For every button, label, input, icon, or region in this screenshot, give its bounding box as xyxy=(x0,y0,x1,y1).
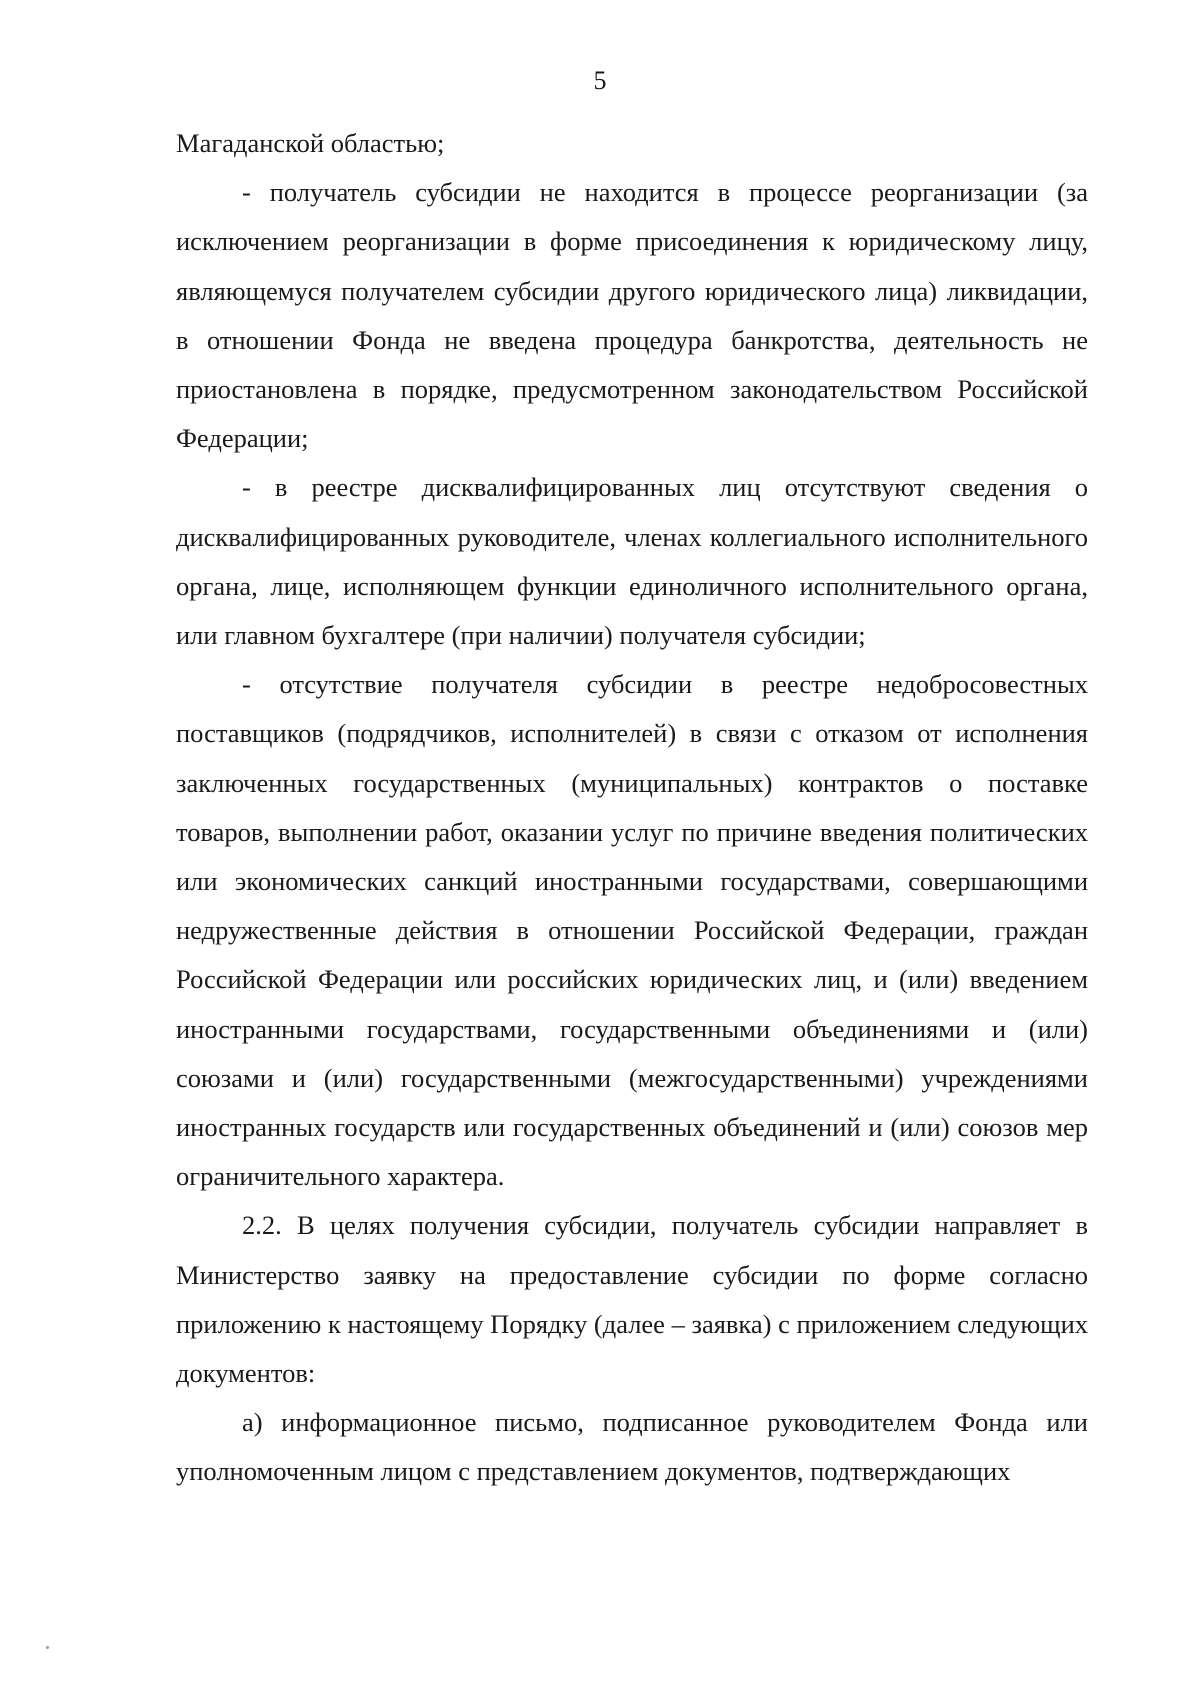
paragraph-2-2-application: 2.2. В целях получения субсидии, получатель субсидии направляет в Министерство заявку на предоставление субсидии по форме согласно приложению к настоящему Порядку (далее – заявка) с приложением следующих документов: xyxy=(176,1210,1088,1389)
paragraph-continuation: Магаданской областью; xyxy=(176,128,445,158)
scan-speck xyxy=(46,1646,49,1649)
paragraph-unfair-suppliers: - отсутствие получателя субсидии в реестре недобросовестных поставщиков (подрядчиков, исполнителей) в связи с отказом от исполнения заключенных государственных (муниципальных) контрактов о поставке товаров, выполнении работ, оказании услуг по причине введения политических или экономических санкций иностранными государствами, совершающими недружественные действия в отношении Российской Федерации, граждан Российской Федерации или российских юридических лиц, и (или) введением иностранными государствами, государственными объединениями и (или) союзами и (или) государственными (межгосударственными) учреждениями иностранных государств или государственных объединений и (или) союзов мер ограничительного характера. xyxy=(176,669,1088,1192)
paragraph-disqualified-registry: - в реестре дисквалифицированных лиц отсутствуют сведения о дисквалифицированных руководителе, членах коллегиального исполнительного органа, лице, исполняющем функции единоличного исполнительного органа, или главном бухгалтере (при наличии) получателя субсидии; xyxy=(176,472,1088,651)
document-body xyxy=(176,119,1088,1497)
paragraph-reorganization: - получатель субсидии не находится в процессе реорганизации (за исключением реорганизации в форме присоединения к юридическому лицу, являющемуся получателем субсидии другого юридического лица) ликвидации, в отношении Фонда не введена процедура банкротства, деятельность не приостановлена в порядке, предусмотренном законодательством Российской Федерации; xyxy=(176,177,1088,454)
page-number: 5 xyxy=(593,66,607,95)
paragraph-a-info-letter: а) информационное письмо, подписанное руководителем Фонда или уполномоченным лицом с представлением документов, подтверждающих xyxy=(176,1407,1088,1487)
